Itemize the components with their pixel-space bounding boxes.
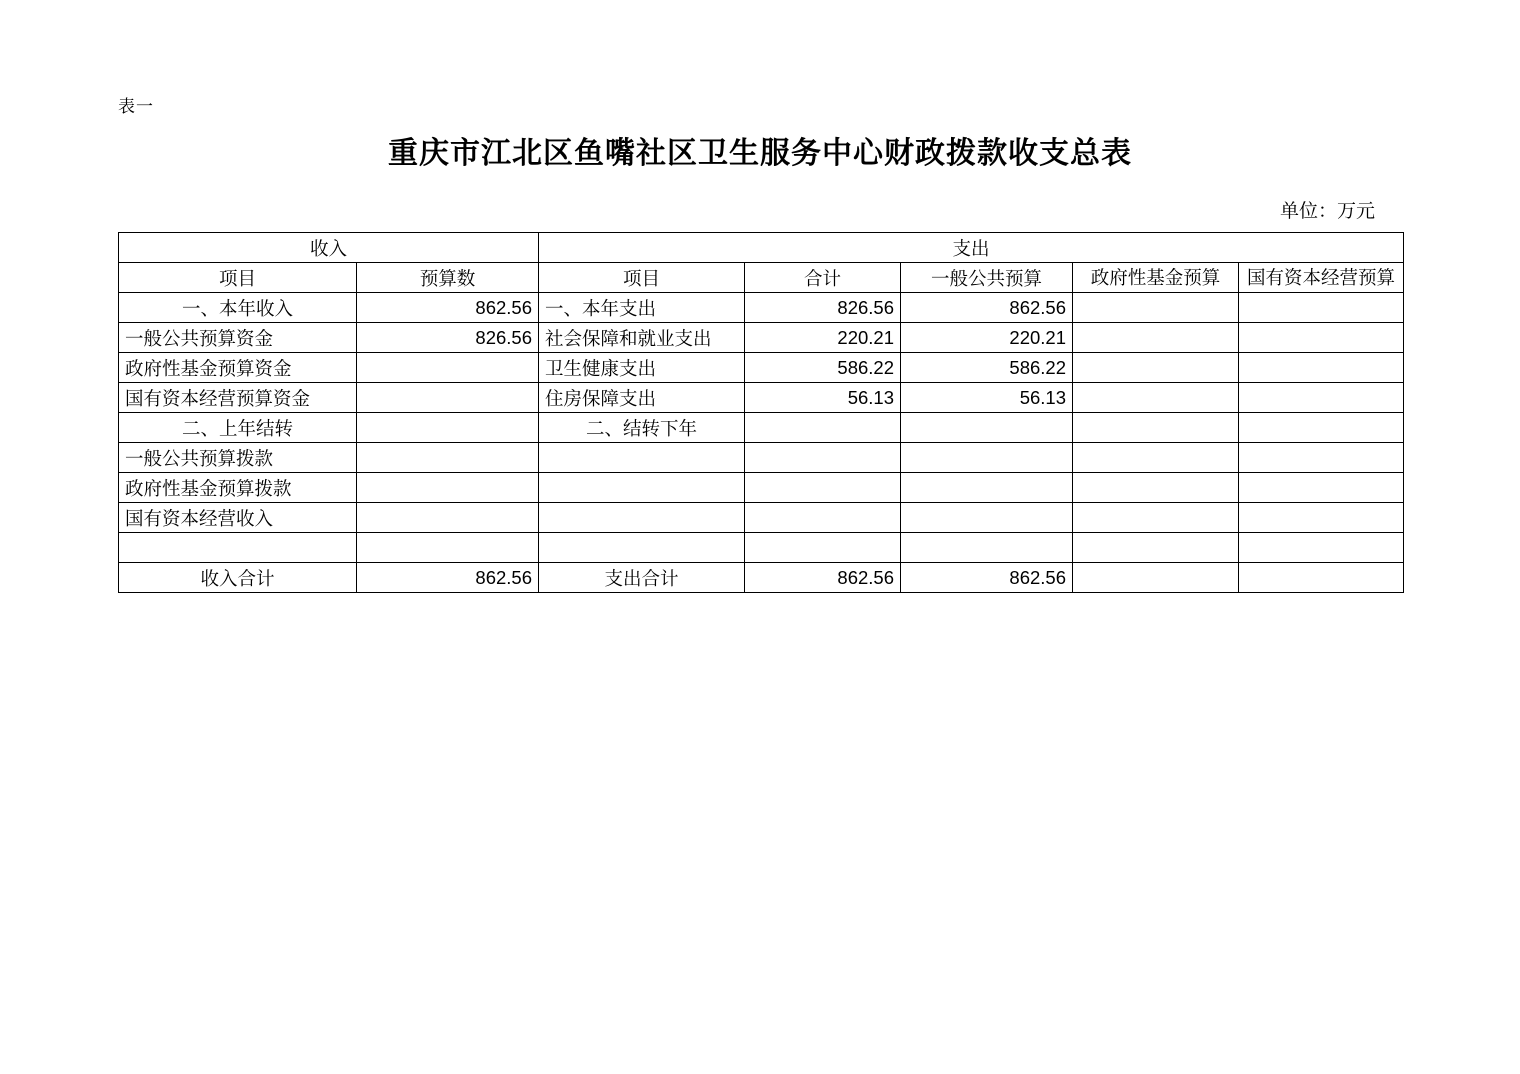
cell-exp-gov-fund (1073, 413, 1239, 443)
table-row (119, 353, 1404, 383)
group-header-expenditure: 支出 (539, 233, 1404, 263)
table-row (119, 503, 1404, 533)
table-row (119, 473, 1404, 503)
cell-exp-item: 卫生健康支出 (539, 353, 745, 383)
cell-exp-gov-fund (1073, 473, 1239, 503)
cell-income-item: 国有资本经营预算资金 (119, 383, 357, 413)
cell-exp-state-capital (1239, 353, 1404, 383)
col-header-exp-gov-fund: 政府性基金预算 (1073, 263, 1239, 293)
cell-exp-total (745, 443, 901, 473)
cell-exp-total-value: 862.56 (745, 563, 901, 593)
cell-income-item (119, 533, 357, 563)
cell-exp-gov-fund (1073, 353, 1239, 383)
cell-income-item: 一般公共预算资金 (119, 323, 357, 353)
col-header-income-item: 项目 (119, 263, 357, 293)
cell-exp-state-capital (1239, 293, 1404, 323)
financial-table-container (118, 232, 1403, 593)
cell-income-budget (357, 503, 539, 533)
cell-income-budget (357, 383, 539, 413)
table-column-header-row (119, 263, 1404, 293)
cell-exp-general-public (901, 473, 1073, 503)
unit-note: 单位：万元 (1279, 201, 1375, 222)
col-header-income-budget: 预算数 (357, 263, 539, 293)
table-row (119, 443, 1404, 473)
cell-exp-general-public: 586.22 (901, 353, 1073, 383)
cell-exp-item: 住房保障支出 (539, 383, 745, 413)
table-total-row (119, 563, 1404, 593)
cell-exp-gov-fund (1073, 443, 1239, 473)
cell-exp-total-general-public: 862.56 (901, 563, 1073, 593)
cell-exp-general-public (901, 533, 1073, 563)
cell-income-item: 政府性基金预算拨款 (119, 473, 357, 503)
cell-exp-general-public: 220.21 (901, 323, 1073, 353)
cell-exp-gov-fund (1073, 533, 1239, 563)
cell-exp-item (539, 503, 745, 533)
cell-income-item: 二、上年结转 (119, 413, 357, 443)
page-title: 重庆市江北区鱼嘴社区卫生服务中心财政拨款收支总表 (388, 137, 1132, 170)
cell-income-total-value: 862.56 (357, 563, 539, 593)
cell-exp-state-capital (1239, 323, 1404, 353)
table-row (119, 413, 1404, 443)
cell-exp-item: 社会保障和就业支出 (539, 323, 745, 353)
cell-income-total-label: 收入合计 (119, 563, 357, 593)
cell-exp-item (539, 473, 745, 503)
cell-exp-total-label: 支出合计 (539, 563, 745, 593)
cell-exp-state-capital (1239, 413, 1404, 443)
cell-exp-state-capital (1239, 533, 1404, 563)
cell-exp-total-state-capital (1239, 563, 1404, 593)
cell-exp-general-public: 862.56 (901, 293, 1073, 323)
table-row (119, 323, 1404, 353)
cell-exp-general-public (901, 443, 1073, 473)
cell-exp-state-capital (1239, 503, 1404, 533)
cell-income-item: 政府性基金预算资金 (119, 353, 357, 383)
cell-income-budget (357, 473, 539, 503)
cell-income-budget (357, 533, 539, 563)
cell-income-budget (357, 353, 539, 383)
table-row (119, 293, 1404, 323)
cell-exp-item: 一、本年支出 (539, 293, 745, 323)
cell-exp-total (745, 503, 901, 533)
cell-exp-item (539, 533, 745, 563)
cell-income-budget (357, 413, 539, 443)
cell-exp-total (745, 533, 901, 563)
col-header-exp-general-public: 一般公共预算 (901, 263, 1073, 293)
cell-exp-total: 56.13 (745, 383, 901, 413)
cell-exp-gov-fund (1073, 323, 1239, 353)
cell-exp-total: 586.22 (745, 353, 901, 383)
cell-exp-total-gov-fund (1073, 563, 1239, 593)
cell-exp-total: 826.56 (745, 293, 901, 323)
cell-exp-total (745, 473, 901, 503)
cell-exp-general-public: 56.13 (901, 383, 1073, 413)
table-row (119, 383, 1404, 413)
cell-exp-general-public (901, 413, 1073, 443)
cell-exp-general-public (901, 503, 1073, 533)
cell-exp-total: 220.21 (745, 323, 901, 353)
cell-exp-item (539, 443, 745, 473)
cell-income-budget: 862.56 (357, 293, 539, 323)
cell-exp-state-capital (1239, 443, 1404, 473)
cell-income-budget: 826.56 (357, 323, 539, 353)
cell-income-item: 一、本年收入 (119, 293, 357, 323)
cell-exp-total (745, 413, 901, 443)
cell-exp-state-capital (1239, 383, 1404, 413)
table-row (119, 533, 1404, 563)
col-header-exp-total: 合计 (745, 263, 901, 293)
cell-exp-gov-fund (1073, 383, 1239, 413)
group-header-income: 收入 (119, 233, 539, 263)
cell-exp-gov-fund (1073, 503, 1239, 533)
table-label: 表一 (118, 97, 154, 116)
financial-table (118, 232, 1404, 593)
col-header-exp-state-capital: 国有资本经营预算 (1239, 263, 1404, 293)
cell-income-budget (357, 443, 539, 473)
cell-exp-gov-fund (1073, 293, 1239, 323)
cell-exp-item: 二、结转下年 (539, 413, 745, 443)
table-group-header-row (119, 233, 1404, 263)
cell-exp-state-capital (1239, 473, 1404, 503)
col-header-exp-item: 项目 (539, 263, 745, 293)
cell-income-item: 一般公共预算拨款 (119, 443, 357, 473)
cell-income-item: 国有资本经营收入 (119, 503, 357, 533)
